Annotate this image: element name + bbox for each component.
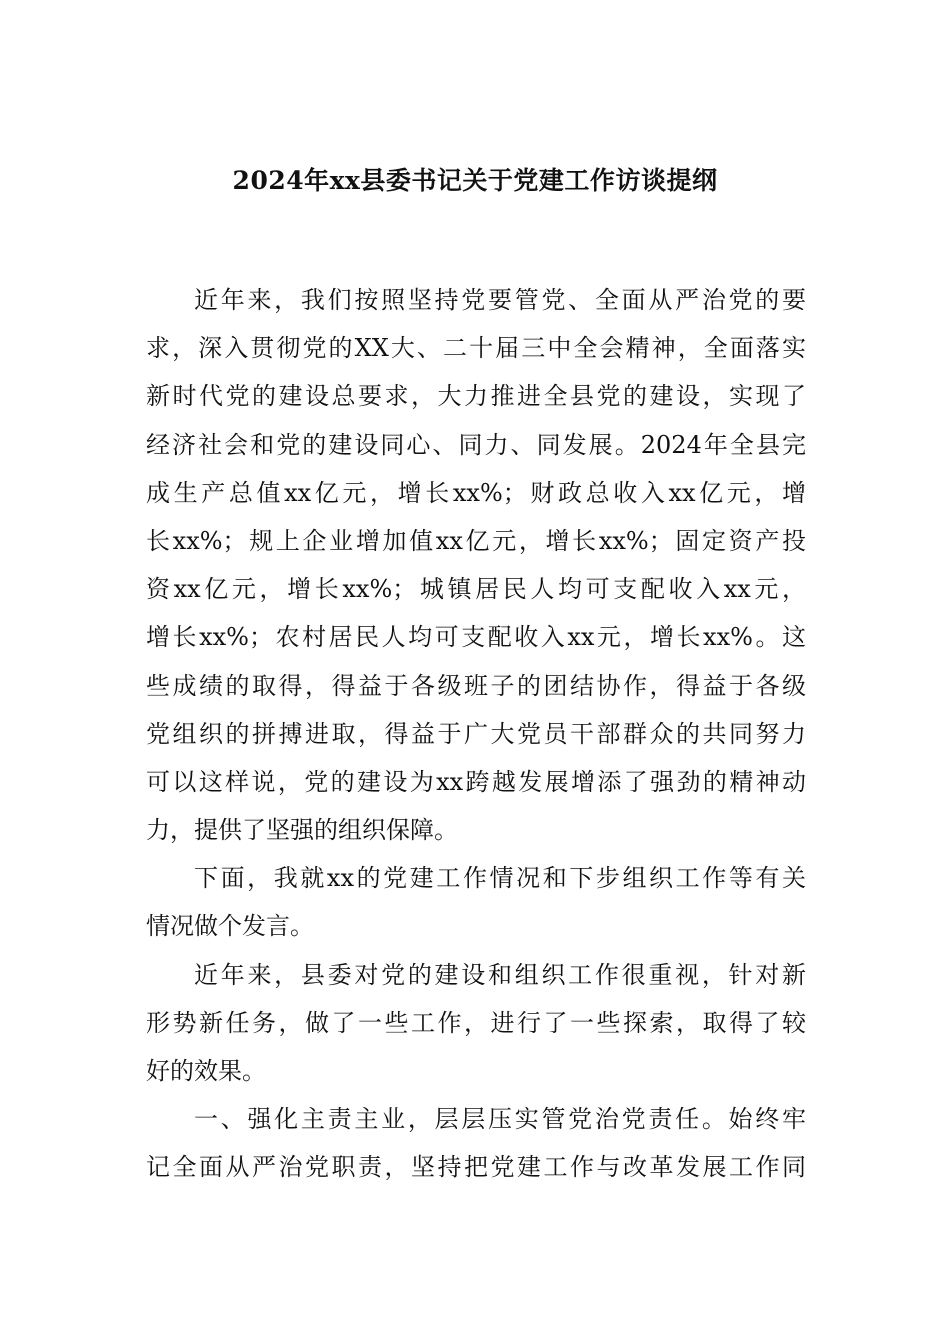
paragraph-line: 下面，我就xx的党建工作情况和下步组织工作等有关 (194, 864, 806, 893)
paragraph-line: 经济社会和党的建设同心、同力、同发展。2024年全县完 (146, 430, 806, 459)
document-body (146, 276, 806, 1192)
paragraph-line: 些成绩的取得，得益于各级班子的团结协作，得益于各级 (146, 671, 806, 700)
paragraph-line: 记全面从严治党职责，坚持把党建工作与改革发展工作同 (146, 1153, 806, 1182)
paragraph-line: 增长xx%；农村居民人均可支配收入xx元，增长xx%。这 (146, 623, 806, 652)
paragraph-line: 近年来，县委对党的建设和组织工作很重视，针对新 (194, 960, 806, 989)
paragraph-line: 情况做个发言。 (146, 912, 314, 941)
paragraph-line: 可以这样说，党的建设为xx跨越发展增添了强劲的精神动 (146, 767, 806, 796)
paragraph-line: 长xx%；规上企业增加值xx亿元，增长xx%；固定资产投 (146, 526, 806, 555)
document-title: 2024年xx县委书记关于党建工作访谈提纲 (232, 166, 718, 195)
paragraph-line: 好的效果。 (146, 1057, 266, 1085)
paragraph-line: 近年来，我们按照坚持党要管党、全面从严治党的要 (194, 286, 806, 314)
paragraph-line: 求，深入贯彻党的XX大、二十届三中全会精神，全面落实 (146, 334, 806, 363)
paragraph-line: 资xx亿元，增长xx%；城镇居民人均可支配收入xx元， (146, 575, 806, 604)
paragraph-line: 形势新任务，做了一些工作，进行了一些探索，取得了较 (146, 1008, 806, 1037)
paragraph-line: 新时代党的建设总要求，大力推进全县党的建设，实现了 (146, 382, 806, 411)
paragraph-line: 一、强化主责主业，层层压实管党治党责任。始终牢 (194, 1105, 806, 1134)
paragraph-line: 力，提供了坚强的组织保障。 (146, 816, 458, 845)
paragraph-line: 成生产总值xx亿元，增长xx%；财政总收入xx亿元，增 (146, 478, 806, 507)
paragraph-line: 党组织的拼搏进取，得益于广大党员干部群众的共同努力 (146, 719, 806, 748)
